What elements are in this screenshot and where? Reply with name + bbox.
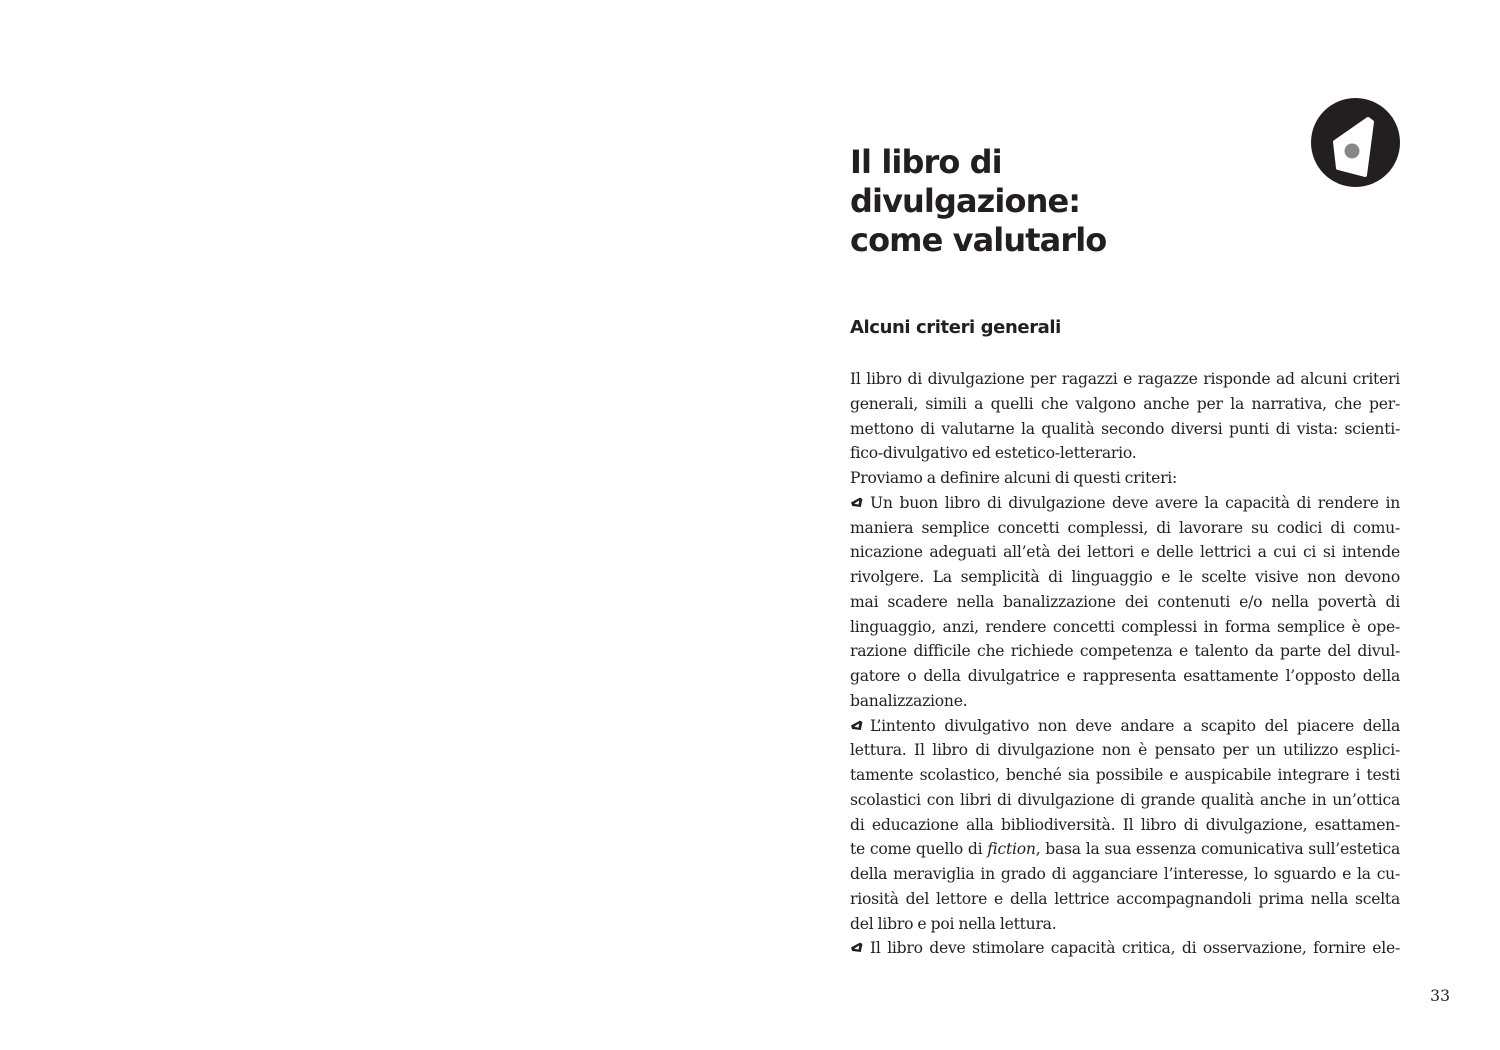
- pencil-tip-bullet-icon: [850, 720, 863, 731]
- text-line: fico-divulgativo ed estetico-letterario.: [850, 444, 1137, 463]
- text-line: mai scadere nella banalizzazione dei contenuti e/o nella povertà di: [850, 592, 1400, 611]
- text-line: di educazione alla bibliodiversità. Il libro di divulgazione, esattamen-: [850, 815, 1400, 834]
- text-line: linguaggio, anzi, rendere concetti complessi in forma semplice è ope-: [850, 617, 1400, 636]
- text-segment: , basa la sua essenza comunicativa sull’estetica: [1035, 840, 1401, 859]
- bullet-text: L’intento divulgativo non deve andare a scapito del piacere della: [870, 716, 1400, 735]
- bullet-text: Un buon libro di divulgazione deve avere la capacità di rendere in: [870, 493, 1400, 512]
- text-line: razione difficile che richiede competenza e talento da parte del divul-: [850, 642, 1400, 661]
- pencil-tip-bullet-icon: [850, 942, 863, 953]
- text-line: lettura. Il libro di divulgazione non è pensato per un utilizzo esplici-: [850, 741, 1400, 760]
- bullet-item: [850, 491, 1400, 714]
- text-line: della meraviglia in grado di agganciare l’interesse, lo sguardo e la cu-: [850, 865, 1400, 883]
- bullet-item: [850, 936, 1400, 961]
- text-line: del libro e poi nella lettura.: [850, 914, 1057, 933]
- chapter-title-line: come valutarlo: [850, 221, 1107, 259]
- text-line: Proviamo a definire alcuni di questi criteri:: [850, 469, 1178, 487]
- text-line: [850, 714, 1400, 739]
- bullet-text: Il libro deve stimolare capacità critica, di osservazione, fornire ele-: [870, 939, 1400, 958]
- text-line: rivolgere. La semplicità di linguaggio e le scelte visive non devono: [850, 568, 1400, 586]
- chapter-title-line: divulgazione:: [850, 182, 1081, 220]
- pencil-tip-bullet-icon: [850, 497, 863, 508]
- bullet-item: [850, 714, 1400, 937]
- text-line: riosità del lettore e della lettrice accompagnandoli prima nella scelta: [850, 889, 1400, 908]
- text-line: [850, 837, 1400, 862]
- chapter-title-line: Il libro di: [850, 143, 1002, 181]
- text-line: [850, 936, 1400, 961]
- section-heading: Alcuni criteri generali: [850, 317, 1061, 338]
- paragraph: [850, 466, 1400, 491]
- italic-word: fiction: [987, 840, 1036, 859]
- text-line: scolastici con libri di divulgazione di grande qualità anche in un’ottica: [850, 790, 1400, 809]
- text-line: generali, simili a quelli che valgono anche per la narrativa, che per-: [850, 394, 1400, 413]
- text-line: maniera semplice concetti complessi, di lavorare su codici di comu-: [850, 518, 1400, 537]
- text-line: gatore o della divulgatrice e rappresenta esattamente l’opposto della: [850, 667, 1400, 685]
- chapter-title: [850, 143, 1106, 260]
- text-line: tamente scolastico, benché sia possibile e auspicabile integrare i testi: [850, 766, 1400, 784]
- text-line: nicazione adeguati all’età dei lettori e delle lettrici a cui ci si intende: [850, 543, 1400, 562]
- page-number: 33: [1430, 987, 1450, 1005]
- chapter-logo-icon: [1311, 98, 1400, 187]
- text-line: mettono di valutarne la qualità secondo diversi punti di vista: scienti-: [850, 419, 1400, 438]
- text-line: banalizzazione.: [850, 691, 968, 710]
- text-segment: te come quello di: [850, 840, 988, 859]
- text-line: Il libro di divulgazione per ragazzi e ragazze risponde ad alcuni criteri: [850, 370, 1400, 388]
- paragraph: [850, 367, 1400, 466]
- text-line: [850, 491, 1400, 516]
- body-text: [850, 367, 1400, 961]
